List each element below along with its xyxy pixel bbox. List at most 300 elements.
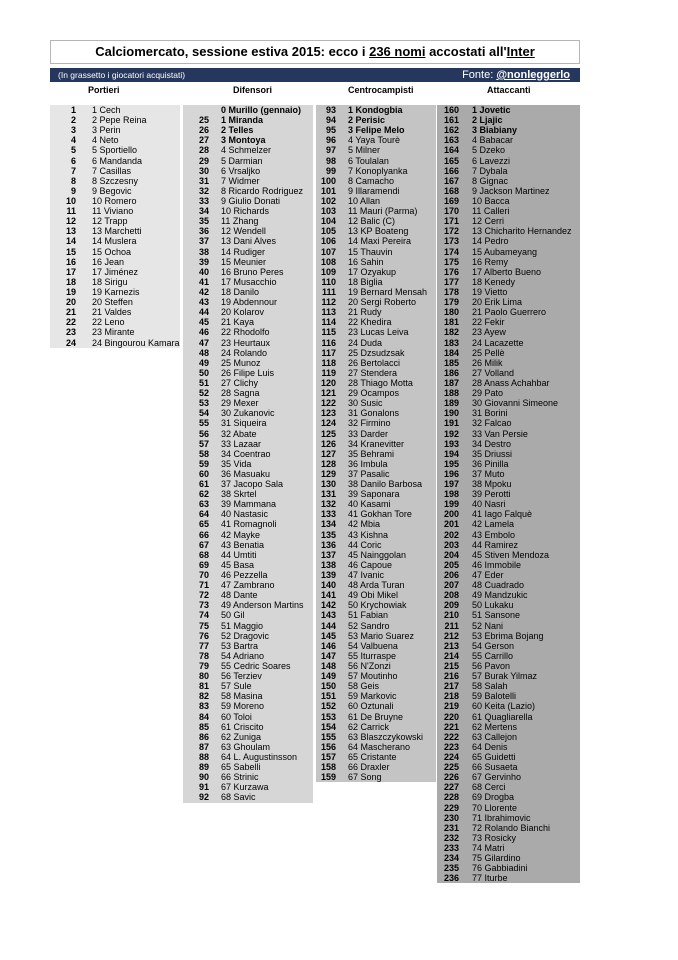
overall-number: 183	[443, 337, 459, 348]
player-name: 20 Sergi Roberto	[348, 297, 417, 308]
player-name: 77 Iturbe	[472, 873, 508, 884]
player-row	[316, 196, 436, 206]
player-name: 27 Stendera	[348, 367, 398, 378]
player-name: 71 Ibrahimovic	[472, 812, 531, 823]
player-row	[437, 378, 580, 388]
info-bar	[50, 68, 580, 82]
player-row	[183, 489, 313, 499]
player-name: 7 Dybala	[472, 165, 508, 176]
player-name: 30 Giovanni Simeone	[472, 398, 559, 409]
player-name: 37 Muto	[472, 468, 505, 479]
overall-number: 202	[443, 529, 459, 540]
player-row	[437, 226, 580, 236]
overall-number: 135	[320, 529, 336, 540]
overall-number: 45	[198, 317, 209, 328]
player-row	[437, 358, 580, 368]
player-name: 12 Cerri	[472, 216, 505, 227]
player-name: 1 Cech	[92, 105, 121, 115]
player-row	[437, 651, 580, 661]
overall-number: 137	[320, 549, 336, 560]
player-row	[183, 722, 313, 732]
overall-number: 36	[198, 226, 209, 237]
overall-number: 119	[321, 367, 336, 378]
overall-number: 194	[443, 448, 459, 459]
overall-number: 106	[320, 236, 336, 247]
player-name: 11 Viviano	[92, 206, 134, 217]
player-row	[183, 792, 313, 802]
player-name: 55 Iturraspe	[348, 650, 397, 661]
player-name: 12 Balic (C)	[348, 216, 396, 227]
player-name: 19 Abdennour	[221, 297, 278, 308]
player-name: 24 Duda	[348, 337, 383, 348]
overall-number: 33	[198, 195, 209, 206]
player-row	[183, 449, 313, 459]
player-row	[183, 681, 313, 691]
overall-number: 113	[321, 307, 336, 318]
player-row	[316, 115, 436, 125]
player-row	[183, 317, 313, 327]
player-row	[316, 691, 436, 701]
overall-number: 97	[325, 145, 336, 156]
player-name: 48 Dante	[221, 590, 258, 601]
overall-number: 73	[198, 600, 209, 611]
player-name: 18 Sirigu	[92, 276, 128, 287]
overall-number: 235	[443, 863, 459, 874]
player-name: 73 Rosicky	[472, 832, 517, 843]
overall-number: 60	[198, 468, 209, 479]
header-difensori: Difensori	[233, 85, 273, 95]
player-row	[183, 398, 313, 408]
player-row	[437, 368, 580, 378]
player-name: 41 Iago Falquè	[472, 509, 533, 520]
player-name: 7 Widmer	[221, 175, 260, 186]
player-row	[183, 671, 313, 681]
overall-number: 225	[443, 762, 459, 773]
overall-number: 234	[443, 853, 459, 864]
player-name: 35 Driussi	[472, 448, 513, 459]
player-name: 62 Zuniga	[221, 731, 262, 742]
player-name: 4 Yaya Tourè	[348, 135, 401, 146]
overall-number: 208	[443, 590, 459, 601]
player-name: 56 Pavon	[472, 661, 511, 672]
overall-number: 31	[198, 175, 209, 186]
overall-number: 157	[320, 752, 336, 762]
player-name: 27 Clichy	[221, 377, 259, 388]
player-row	[183, 247, 313, 257]
overall-number: 229	[443, 802, 459, 813]
player-name: 35 Behrami	[348, 448, 395, 459]
player-name: 31 Gonalons	[348, 408, 400, 419]
player-row	[437, 236, 580, 246]
player-name: 2 Pepe Reina	[92, 115, 147, 126]
player-name: 46 Immobile	[472, 559, 522, 570]
player-row	[316, 317, 436, 327]
player-row	[183, 216, 313, 226]
player-row	[437, 631, 580, 641]
player-row	[437, 681, 580, 691]
player-row	[437, 671, 580, 681]
player-row	[183, 307, 313, 317]
player-row	[316, 681, 436, 691]
player-name: 46 Capoue	[348, 559, 393, 570]
player-row	[437, 732, 580, 742]
overall-number: 201	[443, 519, 459, 530]
player-name: 16 Bruno Peres	[221, 266, 284, 277]
player-name: 50 Gil	[221, 610, 245, 621]
player-name: 66 Susaeta	[472, 762, 518, 773]
overall-number: 67	[198, 539, 209, 550]
player-row	[183, 540, 313, 550]
source-handle[interactable]: @nonleggerlo	[496, 69, 570, 81]
overall-number: 167	[443, 175, 459, 186]
player-row	[437, 641, 580, 651]
overall-number: 75	[198, 620, 209, 631]
player-name: 48 Cuadrado	[472, 580, 525, 591]
overall-number: 9	[70, 185, 76, 196]
player-row	[183, 509, 313, 519]
player-name: 49 Mandzukic	[472, 590, 528, 601]
overall-number: 7	[70, 165, 76, 176]
player-name: 7 Casillas	[92, 165, 132, 176]
player-name: 34 Kranevitter	[348, 438, 405, 449]
overall-number: 55	[198, 418, 209, 429]
overall-number: 186	[443, 367, 459, 378]
player-name: 4 Babacar	[472, 135, 514, 146]
player-name: 17 Alberto Bueno	[472, 266, 542, 277]
player-name: 21 Rudy	[348, 307, 382, 318]
player-name: 36 Masuaku	[221, 468, 271, 479]
overall-number: 19	[65, 286, 76, 297]
player-name: 3 Felipe Melo	[348, 125, 405, 136]
player-name: 47 Eder	[472, 570, 504, 581]
player-name: 53 Mario Suarez	[348, 630, 415, 641]
overall-number: 231	[443, 822, 459, 833]
overall-number: 191	[443, 418, 459, 429]
player-row	[437, 843, 580, 853]
player-row	[183, 186, 313, 196]
player-name: 66 Strinic	[221, 772, 259, 783]
overall-number: 86	[198, 731, 209, 742]
player-name: 21 Paolo Guerrero	[472, 307, 547, 318]
player-name: 39 Saponara	[348, 489, 400, 500]
player-row	[50, 105, 180, 115]
overall-number: 95	[325, 125, 336, 136]
player-row	[316, 550, 436, 560]
player-name: 67 Song	[348, 772, 382, 783]
player-row	[183, 145, 313, 155]
player-row	[183, 782, 313, 792]
player-name: 18 Kenedy	[472, 276, 516, 287]
player-name: 46 Pezzella	[221, 570, 268, 581]
player-row	[437, 338, 580, 348]
overall-number: 115	[321, 327, 336, 338]
player-name: 57 Sule	[221, 681, 252, 692]
player-row	[316, 661, 436, 671]
player-row	[50, 317, 180, 327]
player-name: 41 Romagnoli	[221, 519, 277, 530]
player-row	[437, 610, 580, 620]
player-name: 15 Ochoa	[92, 246, 132, 257]
overall-number: 96	[325, 135, 336, 146]
overall-number: 11	[66, 206, 76, 217]
player-name: 9 Giulio Donati	[221, 195, 281, 206]
player-row	[183, 732, 313, 742]
player-name: 8 Ricardo Rodriguez	[221, 185, 304, 196]
overall-number: 175	[443, 256, 459, 267]
overall-number: 232	[443, 832, 459, 843]
player-name: 20 Kolarov	[221, 307, 265, 318]
player-name: 17 Jiménez	[92, 266, 139, 277]
player-row	[316, 105, 436, 115]
player-name: 23 Mirante	[92, 327, 135, 338]
player-row	[316, 742, 436, 752]
player-row	[437, 449, 580, 459]
overall-number: 207	[443, 580, 459, 591]
player-name: 11 Calleri	[472, 206, 510, 217]
player-name: 25 Dzsudzsak	[348, 347, 405, 358]
overall-number: 82	[198, 691, 209, 702]
player-name: 54 Valbuena	[348, 640, 398, 651]
player-name: 45 Basa	[221, 559, 255, 570]
player-row	[437, 418, 580, 428]
player-name: 40 Nastasic	[221, 509, 269, 520]
player-row	[316, 641, 436, 651]
player-row	[183, 580, 313, 590]
header-centrocampisti: Centrocampisti	[348, 85, 414, 95]
player-name: 63 Callejon	[472, 731, 518, 742]
player-name: 47 Ivanic	[348, 570, 385, 581]
player-row	[183, 479, 313, 489]
player-row	[183, 267, 313, 277]
player-row	[50, 115, 180, 125]
overall-number: 30	[198, 165, 209, 176]
player-name: 64 L. Augustinsson	[221, 752, 298, 762]
player-name: 31 Borini	[472, 408, 508, 419]
player-row	[50, 327, 180, 337]
overall-number: 150	[320, 681, 336, 692]
overall-number: 220	[443, 711, 459, 722]
overall-number: 159	[320, 772, 336, 783]
player-row	[316, 247, 436, 257]
overall-number: 107	[320, 246, 336, 257]
overall-number: 195	[443, 458, 459, 469]
player-row	[183, 388, 313, 398]
player-row	[316, 287, 436, 297]
player-name: 9 Illaramendi	[348, 185, 400, 196]
overall-number: 8	[70, 175, 76, 186]
player-name: 12 Wendell	[221, 226, 266, 237]
column-portieri	[50, 105, 180, 348]
player-name: 30 Zukanovic	[221, 408, 275, 419]
player-name: 22 Khedira	[348, 317, 392, 328]
player-name: 20 Steffen	[92, 297, 133, 308]
player-row	[183, 176, 313, 186]
overall-number: 127	[320, 448, 336, 459]
overall-number: 174	[443, 246, 459, 257]
player-row	[316, 530, 436, 540]
player-row	[437, 813, 580, 823]
player-name: 11 Mauri (Parma)	[348, 206, 418, 217]
overall-number: 155	[320, 731, 336, 742]
player-row	[316, 277, 436, 287]
player-row	[437, 277, 580, 287]
overall-number: 230	[443, 812, 459, 823]
player-row	[183, 338, 313, 348]
player-name: 1 Jovetic	[472, 105, 511, 115]
player-row	[437, 459, 580, 469]
overall-number: 50	[198, 367, 209, 378]
overall-number: 78	[198, 650, 209, 661]
player-row	[316, 772, 436, 782]
player-row	[437, 691, 580, 701]
player-row	[316, 297, 436, 307]
overall-number: 79	[198, 661, 209, 672]
player-row	[316, 580, 436, 590]
player-row	[437, 348, 580, 358]
player-name: 56 Terziev	[221, 671, 262, 682]
overall-number: 178	[443, 286, 459, 297]
player-row	[316, 752, 436, 762]
player-row	[316, 388, 436, 398]
player-row	[183, 166, 313, 176]
player-name: 48 Arda Turan	[348, 580, 405, 591]
player-name: 51 Sansone	[472, 610, 521, 621]
player-name: 36 Pinilla	[472, 458, 509, 469]
overall-number: 80	[198, 671, 209, 682]
overall-number: 92	[198, 792, 209, 803]
overall-number: 221	[443, 721, 459, 732]
column-centrocampisti	[316, 105, 436, 782]
player-name: 19 Karnezis	[92, 286, 140, 297]
player-name: 29 Pato	[472, 388, 504, 399]
player-row	[183, 358, 313, 368]
player-row	[437, 489, 580, 499]
overall-number: 58	[198, 448, 209, 459]
overall-number: 110	[321, 276, 336, 287]
player-name: 60 Oztunali	[348, 701, 394, 712]
overall-number: 105	[320, 226, 336, 237]
player-name: 28 Sagna	[221, 388, 260, 399]
player-row	[316, 732, 436, 742]
player-name: 10 Allan	[348, 195, 381, 206]
player-row	[183, 631, 313, 641]
player-name: 18 Biglia	[348, 276, 383, 287]
player-row	[183, 641, 313, 651]
player-name: 44 Umtiti	[221, 549, 257, 560]
player-row	[316, 590, 436, 600]
player-row	[183, 105, 313, 115]
player-name: 63 Ghoulam	[221, 741, 271, 752]
overall-number: 144	[320, 620, 336, 631]
title-count: 236 nomi	[369, 44, 426, 59]
player-name: 44 Coric	[348, 539, 382, 550]
player-name: 52 Nani	[472, 620, 504, 631]
player-row	[316, 439, 436, 449]
player-row	[316, 701, 436, 711]
overall-number: 109	[320, 266, 336, 277]
player-row	[50, 135, 180, 145]
player-name: 60 Keita (Lazio)	[472, 701, 536, 712]
player-row	[316, 236, 436, 246]
overall-number: 166	[443, 165, 459, 176]
player-row	[437, 439, 580, 449]
overall-number: 102	[320, 195, 336, 206]
player-row	[437, 398, 580, 408]
overall-number: 226	[443, 772, 459, 783]
overall-number: 83	[198, 701, 209, 712]
player-row	[316, 429, 436, 439]
overall-number: 218	[443, 691, 459, 702]
overall-number: 71	[198, 580, 209, 591]
player-row	[50, 196, 180, 206]
player-name: 41 Gokhan Tore	[348, 509, 412, 520]
player-name: 25 Pellè	[472, 347, 505, 358]
player-name: 2 Ljajic	[472, 115, 503, 126]
player-row	[437, 145, 580, 155]
player-name: 13 KP Boateng	[348, 226, 409, 237]
player-row	[437, 853, 580, 863]
overall-number: 104	[320, 216, 336, 227]
overall-number: 29	[198, 155, 209, 166]
overall-number: 213	[443, 640, 459, 651]
overall-number: 114	[321, 317, 336, 328]
player-row	[437, 499, 580, 509]
player-name: 6 Lavezzi	[472, 155, 511, 166]
player-row	[183, 196, 313, 206]
player-name: 55 Cedric Soares	[221, 661, 291, 672]
overall-number: 162	[443, 125, 459, 136]
overall-number: 184	[443, 347, 459, 358]
player-row	[183, 378, 313, 388]
header-attaccanti: Attaccanti	[487, 85, 531, 95]
overall-number: 138	[320, 559, 336, 570]
player-row	[437, 833, 580, 843]
overall-number: 139	[320, 570, 336, 581]
player-name: 57 Burak Yilmaz	[472, 671, 538, 682]
legend-note: (In grassetto i giocatori acquistati)	[58, 70, 186, 80]
player-row	[50, 176, 180, 186]
overall-number: 85	[198, 721, 209, 732]
player-row	[437, 772, 580, 782]
player-row	[316, 540, 436, 550]
title-team: Inter	[506, 44, 535, 59]
overall-number: 145	[320, 630, 336, 641]
player-name: 40 Nasri	[472, 499, 506, 510]
overall-number: 32	[198, 185, 209, 196]
overall-number: 129	[320, 468, 336, 479]
player-row	[50, 186, 180, 196]
source-credit	[462, 68, 570, 82]
player-name: 67 Kurzawa	[221, 782, 269, 793]
overall-number: 103	[320, 206, 336, 217]
player-name: 47 Zambrano	[221, 580, 275, 591]
column-headers	[50, 84, 580, 96]
player-row	[183, 691, 313, 701]
overall-number: 188	[443, 388, 459, 399]
overall-number: 24	[65, 337, 76, 348]
player-name: 16 Sahin	[348, 256, 384, 267]
player-name: 8 Gignac	[472, 175, 509, 186]
player-name: 38 Danilo Barbosa	[348, 479, 423, 490]
player-name: 8 Camacho	[348, 175, 395, 186]
overall-number: 99	[325, 165, 336, 176]
player-name: 34 Coentrao	[221, 448, 271, 459]
player-row	[183, 125, 313, 135]
player-row	[183, 590, 313, 600]
overall-number: 40	[198, 266, 209, 277]
player-name: 13 Marchetti	[92, 226, 142, 237]
player-row	[316, 489, 436, 499]
